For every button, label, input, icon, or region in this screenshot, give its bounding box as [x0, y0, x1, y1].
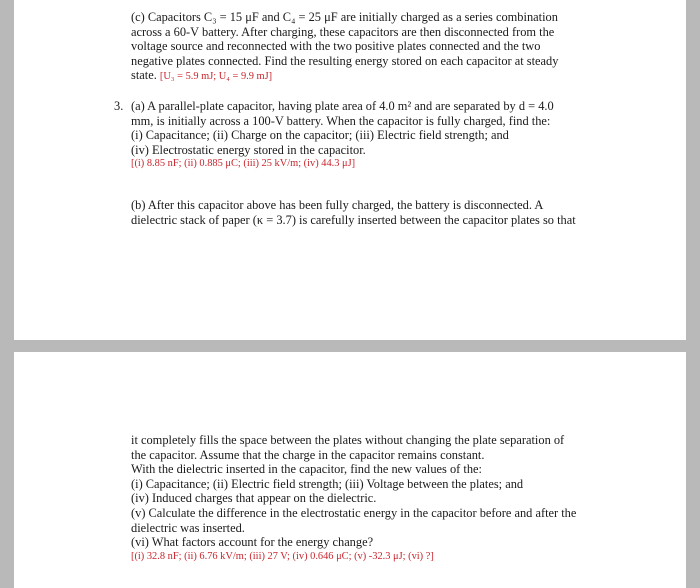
text-line	[131, 68, 671, 85]
text-line: (c) Capacitors C₃ = 15 μF and C₄ = 25 μF are initially charged as a series combination	[131, 10, 558, 24]
text-line: across a 60-V battery. After charging, these capacitors are then disconnected from the	[131, 24, 555, 39]
text-line: mm, is initially across a 100-V battery. When the capacitor is fully charged, find the:	[131, 113, 551, 128]
text-line: the capacitor. Assume that the charge in the capacitor remains constant.	[131, 447, 485, 462]
text-fragment: state.	[131, 68, 157, 83]
text-line: (i) Capacitance; (ii) Electric field strength; (iii) Voltage between the plates; and	[131, 476, 524, 491]
text-line: negative plates connected. Find the resulting energy stored on each capacitor at steady	[131, 53, 559, 68]
question-3a	[131, 99, 671, 172]
page-2	[14, 352, 686, 588]
text-line: (i) Capacitance; (ii) Charge on the capacitor; (iii) Electric field strength; and	[131, 128, 509, 143]
question-3b	[131, 198, 671, 227]
question-3b-continued	[131, 433, 671, 564]
answer-3b: [(i) 32.8 nF; (ii) 6.76 kV/m; (iii) 27 V; (iv) 0.646 μC; (v) -32.3 μJ; (vi) ?]	[131, 550, 434, 562]
text-line: it completely fills the space between the plates without changing the plate separation of	[131, 433, 565, 447]
text-line: (iv) Electrostatic energy stored in the capacitor.	[131, 142, 366, 157]
answer-3a: [(i) 8.85 nF; (ii) 0.885 μC; (iii) 25 kV/m; (iv) 44.3 μJ]	[131, 158, 356, 170]
text-line: (iv) Induced charges that appear on the dielectric.	[131, 491, 377, 506]
answer-c: [U₃ = 5.9 mJ; U₄ = 9.9 mJ]	[159, 71, 273, 83]
text-line: (v) Calculate the difference in the electrostatic energy in the capacitor before and after the	[131, 505, 577, 520]
question-number: 3.	[114, 99, 124, 113]
text-line: voltage source and reconnected with the two positive plates connected and the two	[131, 39, 541, 54]
text-line: (b) After this capacitor above has been fully charged, the battery is disconnected. A	[131, 198, 544, 212]
text-line: dielectric was inserted.	[131, 520, 245, 535]
text-line: (a) A parallel-plate capacitor, having plate area of 4.0 m² and are separated by d = 4.0	[131, 99, 554, 113]
text-line: dielectric stack of paper (κ = 3.7) is carefully inserted between the capacitor plates so that	[131, 212, 576, 227]
text-line: With the dielectric inserted in the capacitor, find the new values of the:	[131, 462, 482, 477]
part-c-text	[131, 10, 671, 85]
page-1	[14, 0, 686, 340]
text-line: (vi) What factors account for the energy change?	[131, 535, 374, 550]
